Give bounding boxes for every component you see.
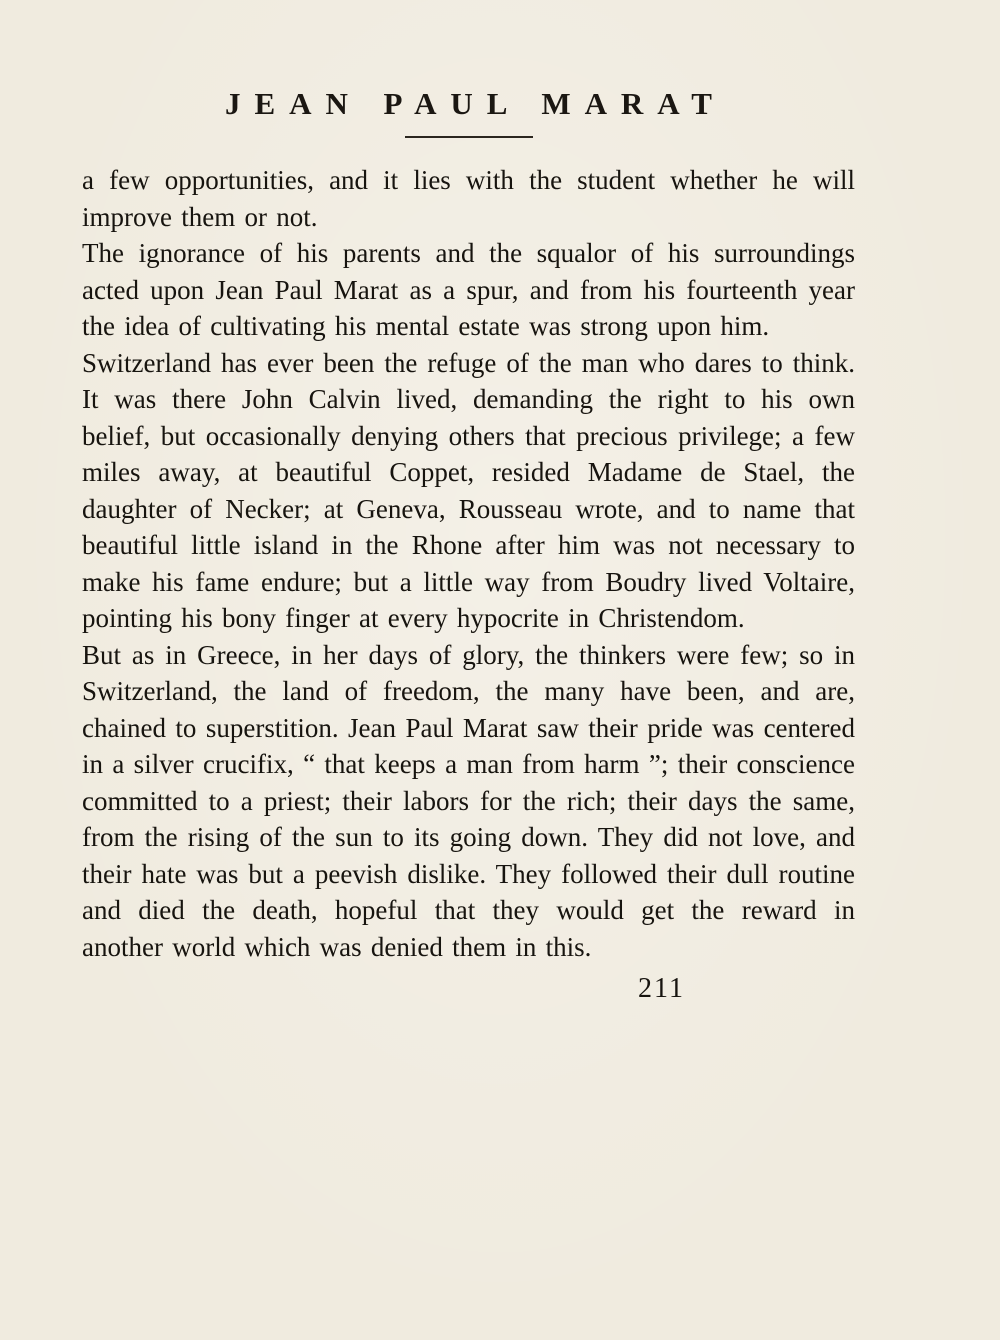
- paragraph: The ignorance of his parents and the squalor of his surroundings acted upon Jean Paul Marat as a spur, and from his fourteenth year the idea of cultivating his mental estate was strong upon him.: [82, 238, 855, 341]
- paragraph: But as in Greece, in her days of glory, the thinkers were few; so in Switzerland, the land of freedom, the many have been, and are, chained to superstition. Jean Paul Marat saw their pride was centered in a silver crucifix, “ that keeps a man from harm ”; their conscience committed to a priest; their labors for the rich; their days the same, from the rising of the sun to its going down. They did not love, and their hate was but a peevish dislike. They followed their dull routine and died the death, hopeful that they would get the reward in another world which was denied them in this.: [82, 639, 855, 962]
- paragraph: a few opportunities, and it lies with the student whether he will improve them or not.: [82, 165, 855, 232]
- page-title: JEAN PAUL MARAT: [225, 86, 726, 121]
- page-number: 211: [638, 973, 685, 1004]
- body-text: [82, 162, 855, 965]
- title-rule: [405, 136, 533, 138]
- paragraph: Switzerland has ever been the refuge of the man who dares to think. It was there John Calvin lived, demanding the right to his own belief, but occasionally denying others that precious privilege; a few miles away, at beautiful Coppet, resided Madame de Stael, the daughter of Necker; at Geneva, Rousseau wrote, and to name that beautiful little island in the Rhone after him was not necessary to make his fame endure; but a little way from Boudry lived Voltaire, pointing his bony finger at every hypocrite in Christendom.: [82, 347, 855, 633]
